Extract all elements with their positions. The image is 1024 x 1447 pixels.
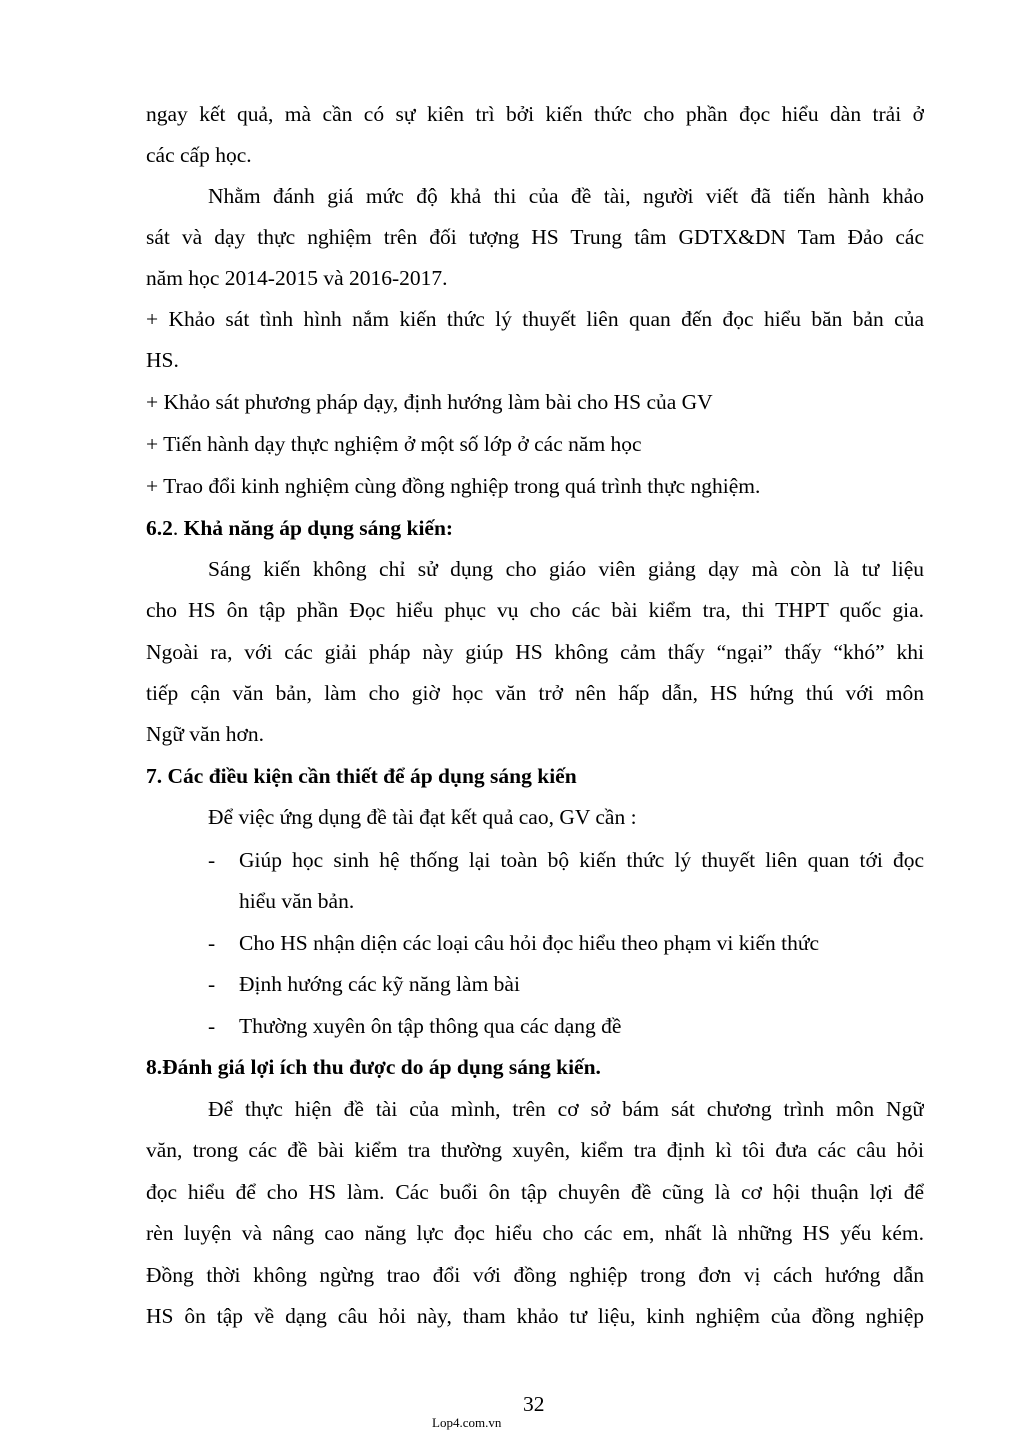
page-number: 32: [523, 1392, 545, 1416]
paragraph-line: đọc hiểu để cho HS làm. Các buổi ôn tập chuyên đề cũng là cơ hội thuận lợi để: [146, 1180, 924, 1204]
bullet-item: Định hướng các kỹ năng làm bài: [239, 972, 520, 996]
paragraph-line: tiếp cận văn bản, làm cho giờ học văn trở nên hấp dẫn, HS hứng thú với môn: [146, 681, 924, 705]
section-intro: Để việc ứng dụng đề tài đạt kết quả cao, GV cần :: [208, 805, 637, 829]
paragraph-line: cho HS ôn tập phần Đọc hiểu phục vụ cho các bài kiểm tra, thi THPT quốc gia.: [146, 598, 924, 622]
paragraph-line: Để thực hiện đề tài của mình, trên cơ sở bám sát chương trình môn Ngữ: [208, 1097, 924, 1121]
footer-source: Lop4.com.vn: [432, 1415, 502, 1430]
section-heading-8: 8.Đánh giá lợi ích thu được do áp dụng sáng kiến.: [146, 1055, 601, 1079]
paragraph-line: Sáng kiến không chỉ sử dụng cho giáo viên giảng dạy mà còn là tư liệu: [208, 557, 924, 581]
section-heading-7: 7. Các điều kiện cần thiết để áp dụng sáng kiến: [146, 764, 577, 788]
paragraph-line: ngay kết quả, mà cần có sự kiên trì bởi kiến thức cho phần đọc hiểu dàn trải ở: [146, 102, 924, 126]
paragraph-line: Nhằm đánh giá mức độ khả thi của đề tài, người viết đã tiến hành khảo: [208, 184, 924, 208]
paragraph-line: sát và dạy thực nghiệm trên đối tượng HS Trung tâm GDTX&DN Tam Đảo các: [146, 225, 924, 249]
paragraph-line: rèn luyện và nâng cao năng lực đọc hiểu cho các em, nhất là những HS yếu kém.: [146, 1221, 924, 1245]
list-item: + Khảo sát tình hình nắm kiến thức lý thuyết liên quan đến đọc hiểu băn bản của: [146, 307, 924, 331]
bullet-marker: -: [208, 931, 216, 955]
paragraph-line: năm học 2014-2015 và 2016-2017.: [146, 266, 448, 290]
paragraph-line: Ngoài ra, với các giải pháp này giúp HS không cảm thấy “ngại” thấy “khó” khi: [146, 640, 924, 664]
list-item: + Trao đổi kinh nghiệm cùng đồng nghiệp trong quá trình thực nghiệm.: [146, 474, 761, 498]
bullet-item: Thường xuyên ôn tập thông qua các dạng đề: [239, 1014, 622, 1038]
bullet-item: Giúp học sinh hệ thống lại toàn bộ kiến thức lý thuyết liên quan tới đọc: [239, 848, 924, 872]
paragraph-line: văn, trong các đề bài kiểm tra thường xuyên, kiểm tra định kì tôi đưa các câu hỏi: [146, 1138, 924, 1162]
bullet-marker: -: [208, 972, 216, 996]
list-item: + Tiến hành dạy thực nghiệm ở một số lớp ở các năm học: [146, 432, 642, 456]
paragraph-line: Đồng thời không ngừng trao đổi với đồng nghiệp trong đơn vị cách hướng dẫn: [146, 1263, 924, 1287]
paragraph-line: HS ôn tập về dạng câu hỏi này, tham khảo tư liệu, kinh nghiệm của đồng nghiệp: [146, 1304, 924, 1328]
paragraph-line: các cấp học.: [146, 143, 252, 167]
section-heading-6-2: [146, 514, 453, 542]
section-separator: .: [172, 516, 184, 540]
list-item: + Khảo sát phương pháp dạy, định hướng làm bài cho HS của GV: [146, 390, 713, 414]
bullet-item: hiểu văn bản.: [239, 889, 355, 913]
section-title: Khả năng áp dụng sáng kiến:: [183, 516, 454, 540]
section-number: 6.2: [146, 516, 173, 540]
paragraph-line: Ngữ văn hơn.: [146, 722, 264, 746]
bullet-marker: -: [208, 1014, 216, 1038]
list-item: HS.: [146, 348, 179, 372]
bullet-item: Cho HS nhận diện các loại câu hỏi đọc hiểu theo phạm vi kiến thức: [239, 931, 820, 955]
bullet-marker: -: [208, 848, 216, 872]
